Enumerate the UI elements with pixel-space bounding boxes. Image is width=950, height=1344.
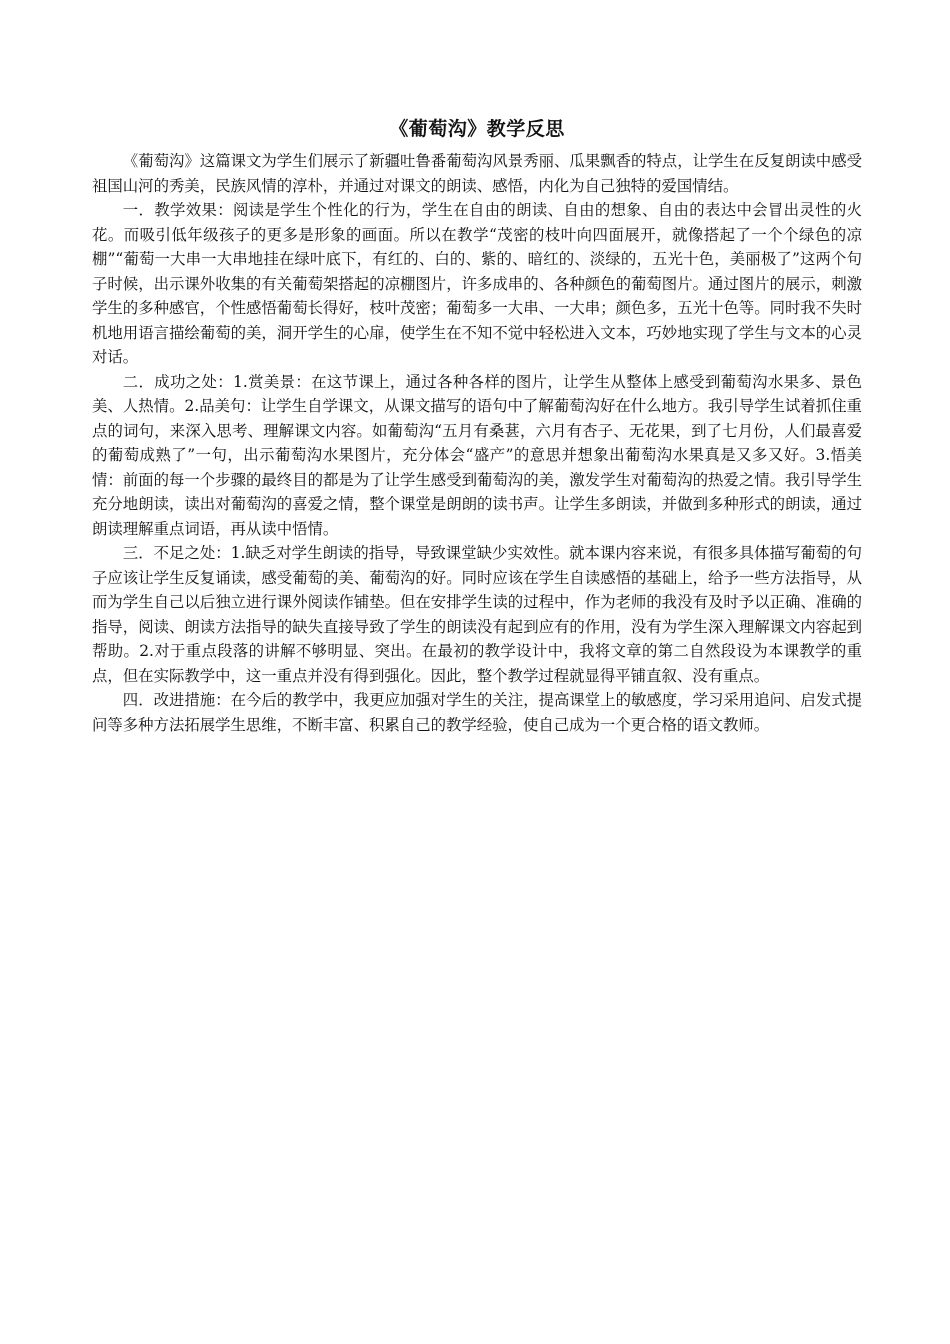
paragraph-shortcomings: 三．不足之处：1.缺乏对学生朗读的指导，导致课堂缺少实效性。就本课内容来说，有很多具体描写葡萄的句子应该让学生反复诵读，感受葡萄的美、葡萄沟的好。同时应该在学生自读感悟的基础上，给予一些方法指导，从而为学生自己以后独立进行课外阅读作铺垫。但在安排学生读的过程中，作为老师的我没有及时予以正确、准确的指导，阅读、朗读方法指导的缺失直接导致了学生的朗读没有起到应有的作用，没有为学生深入理解课文内容起到帮助。2.对于重点段落的讲解不够明显、突出。在最初的教学设计中，我将文章的第二自然段设为本课教学的重点，但在实际教学中，这一重点并没有得到强化。因此，整个教学过程就显得平铺直叙、没有重点。 xyxy=(92,544,862,685)
document-body xyxy=(92,115,862,737)
paragraph-successes: 二．成功之处：1.赏美景：在这节课上，通过各种各样的图片，让学生从整体上感受到葡萄沟水果多、景色美、人热情。2.品美句：让学生自学课文，从课文描写的语句中了解葡萄沟好在什么地方。我引导学生试着抓住重点的词句，来深入思考、理解课文内容。如葡萄沟“五月有桑葚，六月有杏子、无花果，到了七月份，人们最喜爱的葡萄成熟了”一句，出示葡萄沟水果图片，充分体会“盛产”的意思并想象出葡萄沟水果真是又多又好。3.悟美情：前面的每一个步骤的最终目的都是为了让学生感受到葡萄沟的美，激发学生对葡萄沟的热爱之情。我引导学生充分地朗读，读出对葡萄沟的喜爱之情，整个课堂是朗朗的读书声。让学生多朗读，并做到多种形式的朗读，通过朗读理解重点词语，再从读中悟情。 xyxy=(92,372,862,538)
document-title: 《葡萄沟》教学反思 xyxy=(389,118,565,140)
paragraph-improvements: 四．改进措施：在今后的教学中，我更应加强对学生的关注，提高课堂上的敏感度，学习采用追问、启发式提问等多种方法拓展学生思维，不断丰富、积累自己的教学经验，使自己成为一个更合格的语文教师。 xyxy=(92,691,862,734)
paragraph-intro: 《葡萄沟》这篇课文为学生们展示了新疆吐鲁番葡萄沟风景秀丽、瓜果飘香的特点，让学生在反复朗读中感受祖国山河的秀美，民族风情的淳朴，并通过对课文的朗读、感悟，内化为自己独特的爱国情结。 xyxy=(92,152,862,195)
paragraph-teaching-effect: 一．教学效果：阅读是学生个性化的行为，学生在自由的朗读、自由的想象、自由的表达中会冒出灵性的火花。而吸引低年级孩子的更多是形象的画面。所以在教学“茂密的枝叶向四面展开，就像搭起了一个个绿色的凉棚”“葡萄一大串一大串地挂在绿叶底下，有红的、白的、紫的、暗红的、淡绿的，五光十色，美丽极了”这两个句子时候，出示课外收集的有关葡萄架搭起的凉棚图片，许多成串的、各种颜色的葡萄图片。通过图片的展示，刺激学生的多种感官，个性感悟葡萄长得好，枝叶茂密；葡萄多一大串、一大串；颜色多，五光十色等。同时我不失时机地用语言描绘葡萄的美，洞开学生的心扉，使学生在不知不觉中轻松进入文本，巧妙地实现了学生与文本的心灵对话。 xyxy=(92,201,862,366)
